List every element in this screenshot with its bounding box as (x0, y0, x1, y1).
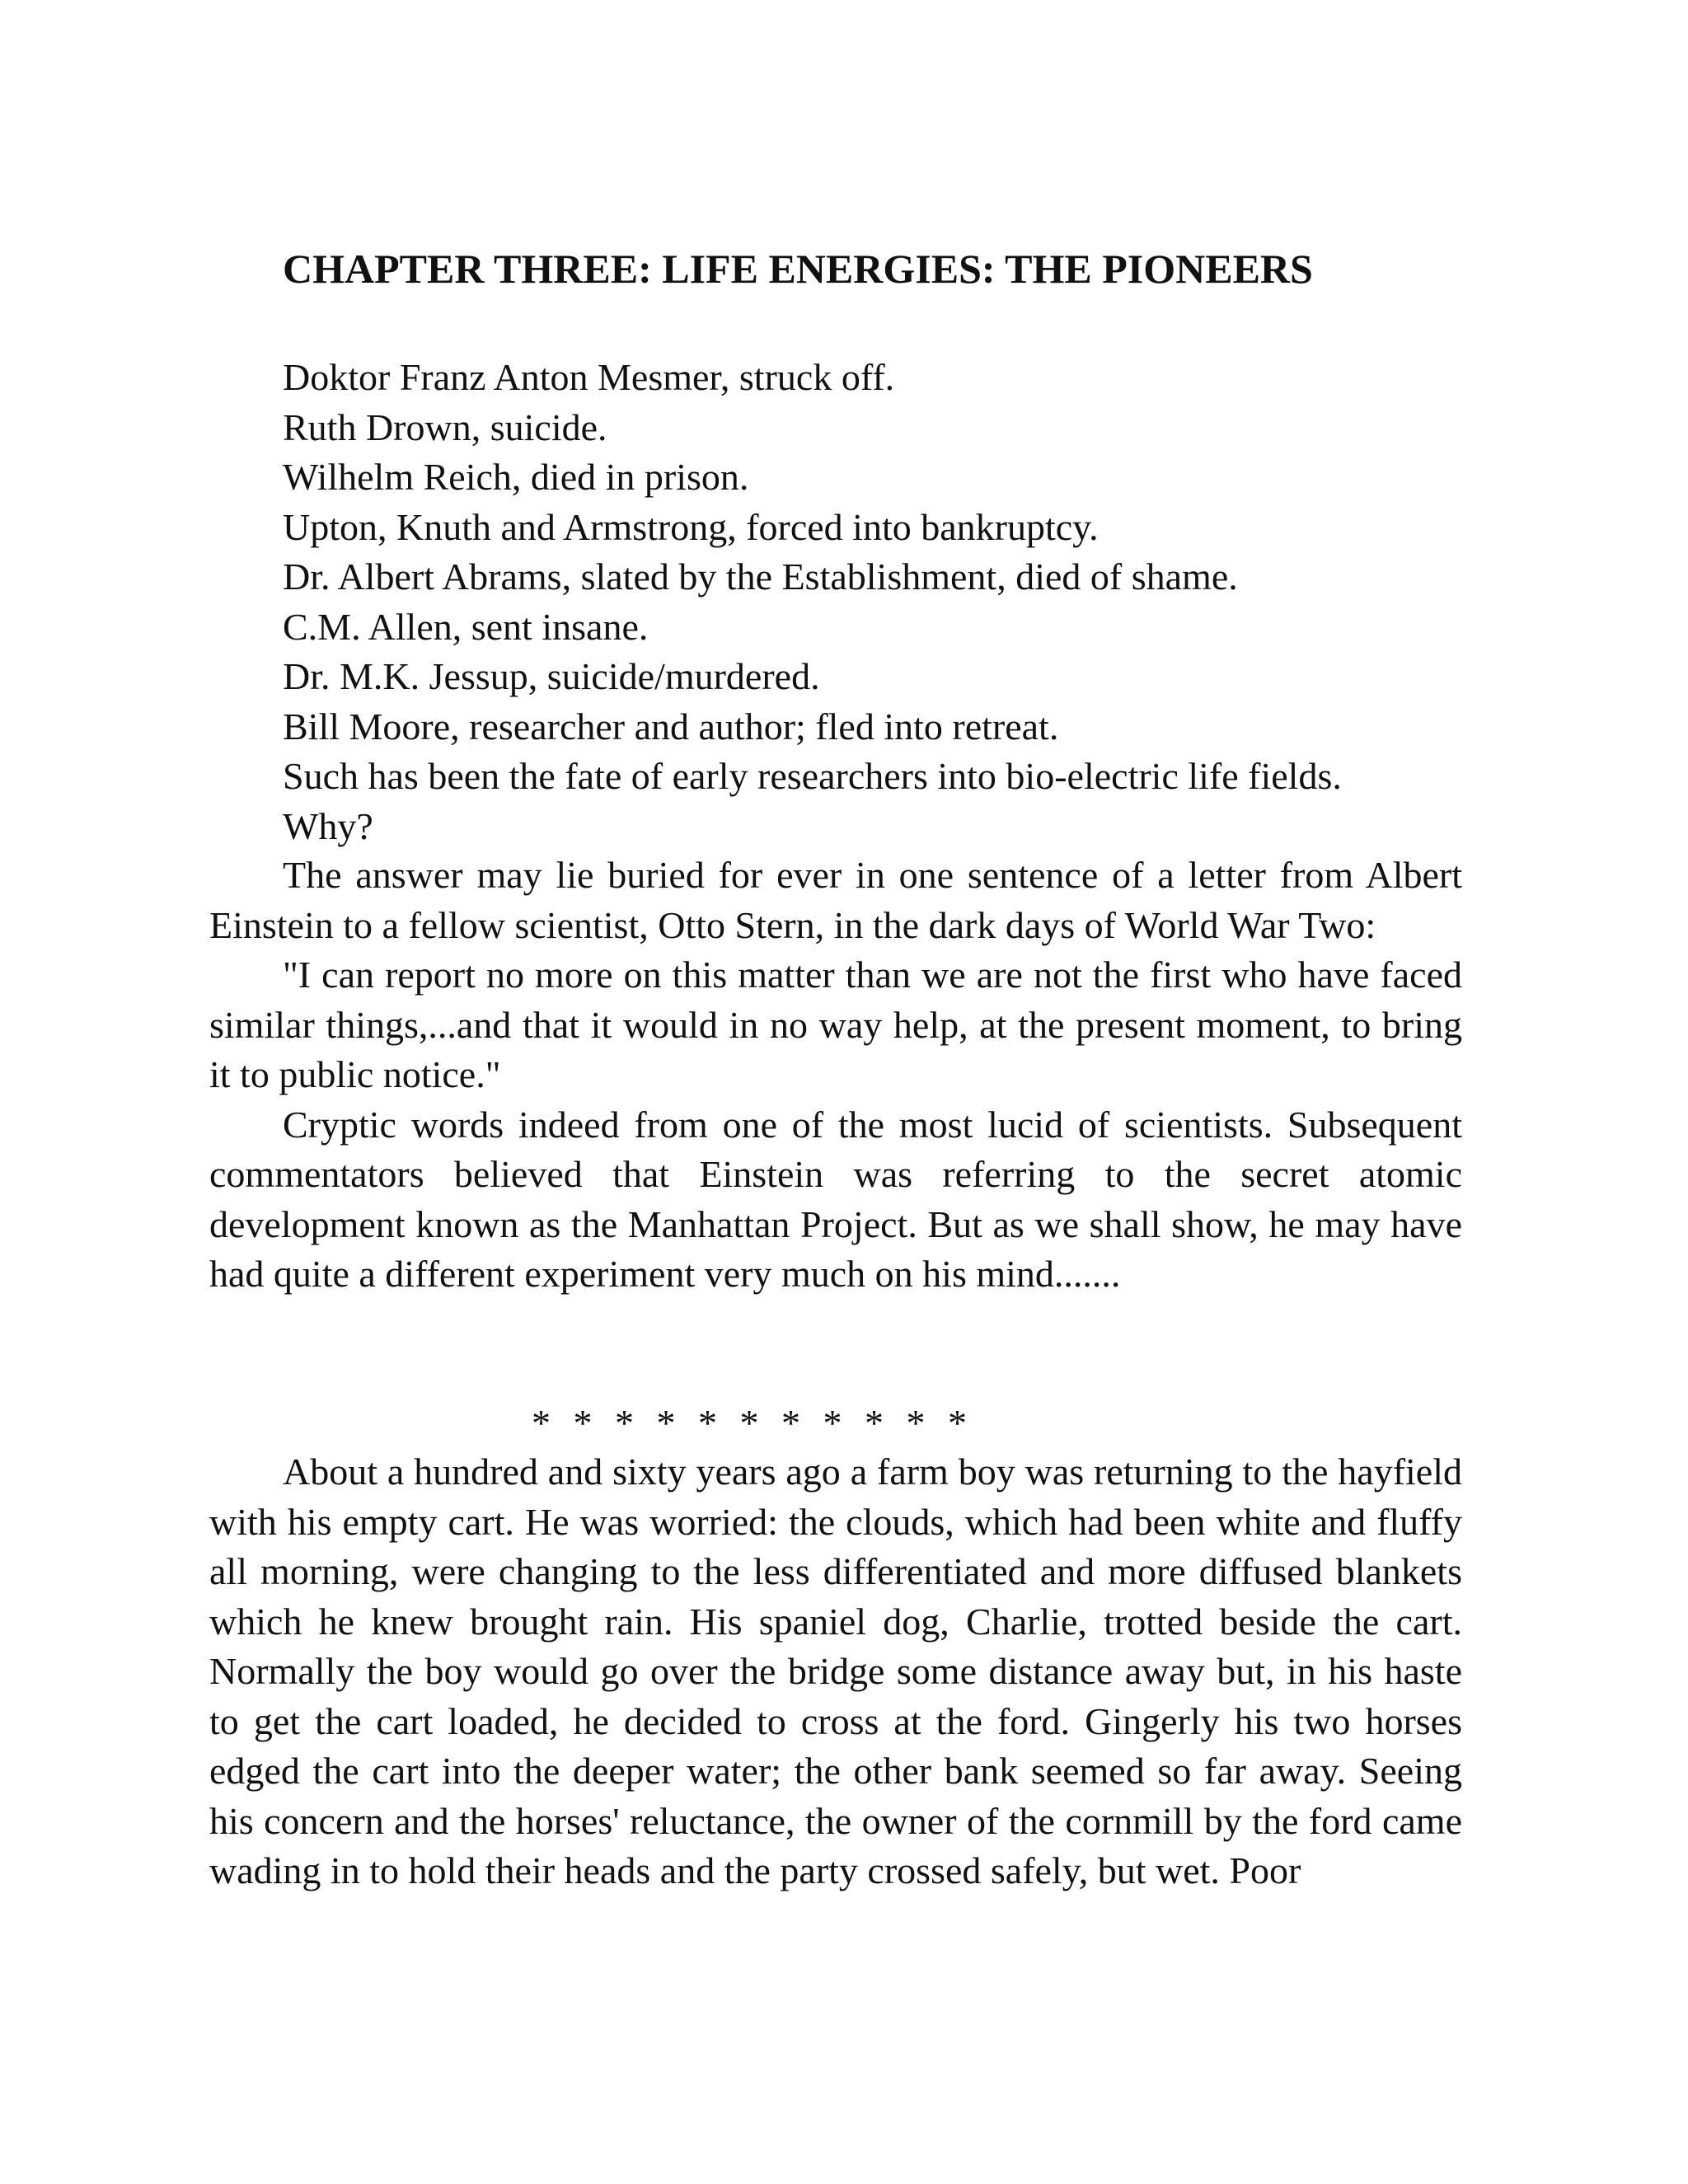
intro-line: Why? (283, 804, 373, 847)
intro-line: Wilhelm Reich, died in prison. (283, 456, 749, 498)
section-separator: * * * * * * * * * * * (532, 1402, 973, 1444)
intro-line: Such has been the fate of early researchers into bio-electric life fields. (283, 755, 1342, 797)
chapter-title: CHAPTER THREE: LIFE ENERGIES: THE PIONEERS (283, 246, 1313, 292)
einstein-paragraph: The answer may lie buried for ever in one sentence of a letter from Albert Einstein to a fellow scientist, Otto Stern, in the dark days of World War Two: (209, 854, 1462, 946)
intro-line: Doktor Franz Anton Mesmer, struck off. (283, 356, 895, 398)
intro-line: Dr. M.K. Jessup, suicide/murdered. (283, 655, 820, 697)
intro-line: Bill Moore, researcher and author; fled into retreat. (283, 705, 1059, 748)
intro-line: Upton, Knuth and Armstrong, forced into bankruptcy. (283, 505, 1099, 548)
story-paragraph: About a hundred and sixty years ago a farm boy was returning to the hayfield with his empty cart. He was worried: the clouds, which had been white and fluffy all morning, were changing to the less differentiated and more diffused blankets which he knew brought rain. His spaniel dog, Charlie, trotted beside the cart. Normally the boy would go over the bridge some distance away but, in his haste to get the cart loaded, he decided to cross at the ford. Gingerly his two horses edged the cart into the deeper water; the other bank seemed so far away. Seeing his concern and the horses' reluctance, the owner of the cornmill by the ford came wading in to hold their heads and the party crossed safely, but wet. Poor (209, 1451, 1462, 1891)
intro-list (209, 353, 1462, 851)
commentary-paragraph: Cryptic words indeed from one of the most lucid of scientists. Subsequent commentators believed that Einstein was referring to the secret atomic development known as the Manhattan Project. But as we shall show, he may have had quite a different experiment very much on his mind....... (209, 1103, 1462, 1295)
intro-line: Dr. Albert Abrams, slated by the Establishment, died of shame. (283, 555, 1238, 598)
quote-paragraph: "I can report no more on this matter than we are not the first who have faced similar things,...and that it would in no way help, at the present moment, to bring it to public notice." (209, 954, 1462, 1095)
intro-line: Ruth Drown, suicide. (283, 405, 607, 448)
story-block (209, 1447, 1462, 1896)
body-paragraphs (209, 851, 1462, 1300)
intro-line: C.M. Allen, sent insane. (283, 605, 649, 648)
